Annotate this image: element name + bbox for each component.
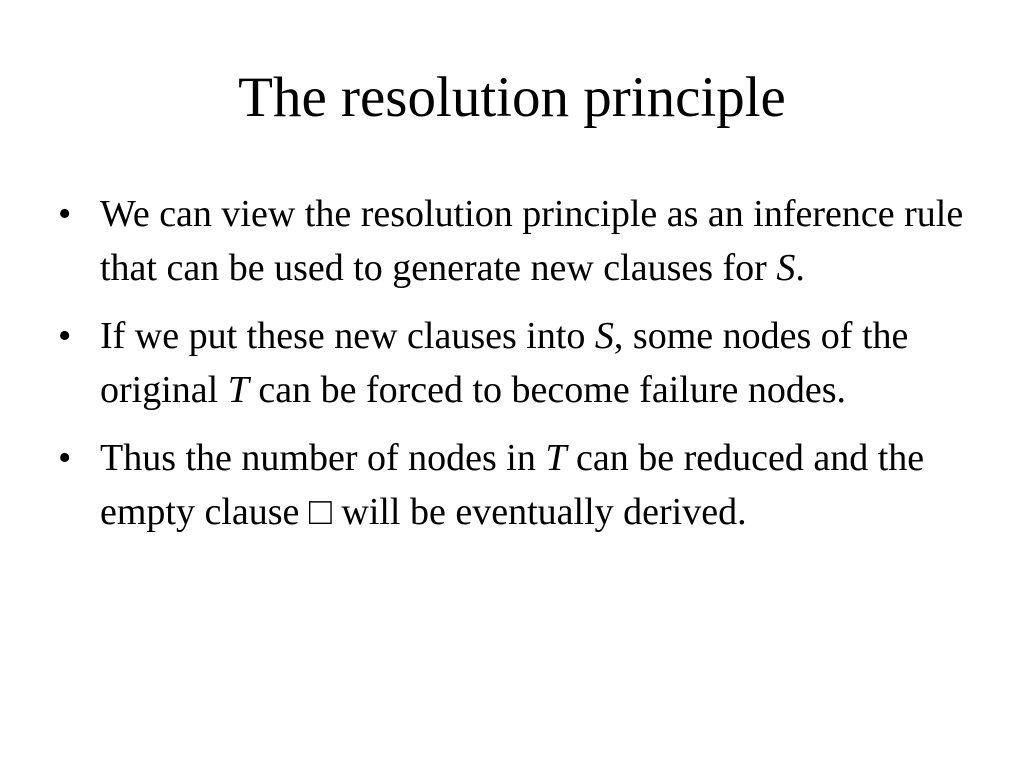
bullet-item-1 bbox=[57, 188, 977, 295]
tree-variable-t: T bbox=[227, 368, 249, 411]
set-variable-s: S bbox=[594, 315, 614, 357]
bullet-text: Thus the number of nodes in bbox=[100, 437, 546, 479]
bullet-text: We can view the resolution principle as an inference rule that can be used to generate new clauses for bbox=[100, 193, 964, 289]
bullet-text: can be reduced and the empty clause □ will be eventually derived. bbox=[100, 437, 925, 533]
bullet-icon: • bbox=[58, 437, 72, 479]
bullet-text: . bbox=[795, 246, 805, 289]
bullet-icon: • bbox=[58, 315, 72, 357]
bullet-item-3 bbox=[57, 432, 977, 539]
bullet-text: , some nodes of the original bbox=[100, 315, 909, 411]
bullet-item-2 bbox=[57, 310, 977, 417]
tree-variable-t: T bbox=[545, 437, 567, 479]
set-variable-s: S bbox=[776, 246, 796, 289]
slide-title: The resolution principle bbox=[238, 66, 786, 129]
bullet-text: If we put these new clauses into bbox=[100, 315, 595, 357]
bullet-list bbox=[57, 188, 977, 554]
bullet-text: can be forced to become failure nodes. bbox=[248, 368, 847, 411]
bullet-icon: • bbox=[58, 193, 72, 235]
